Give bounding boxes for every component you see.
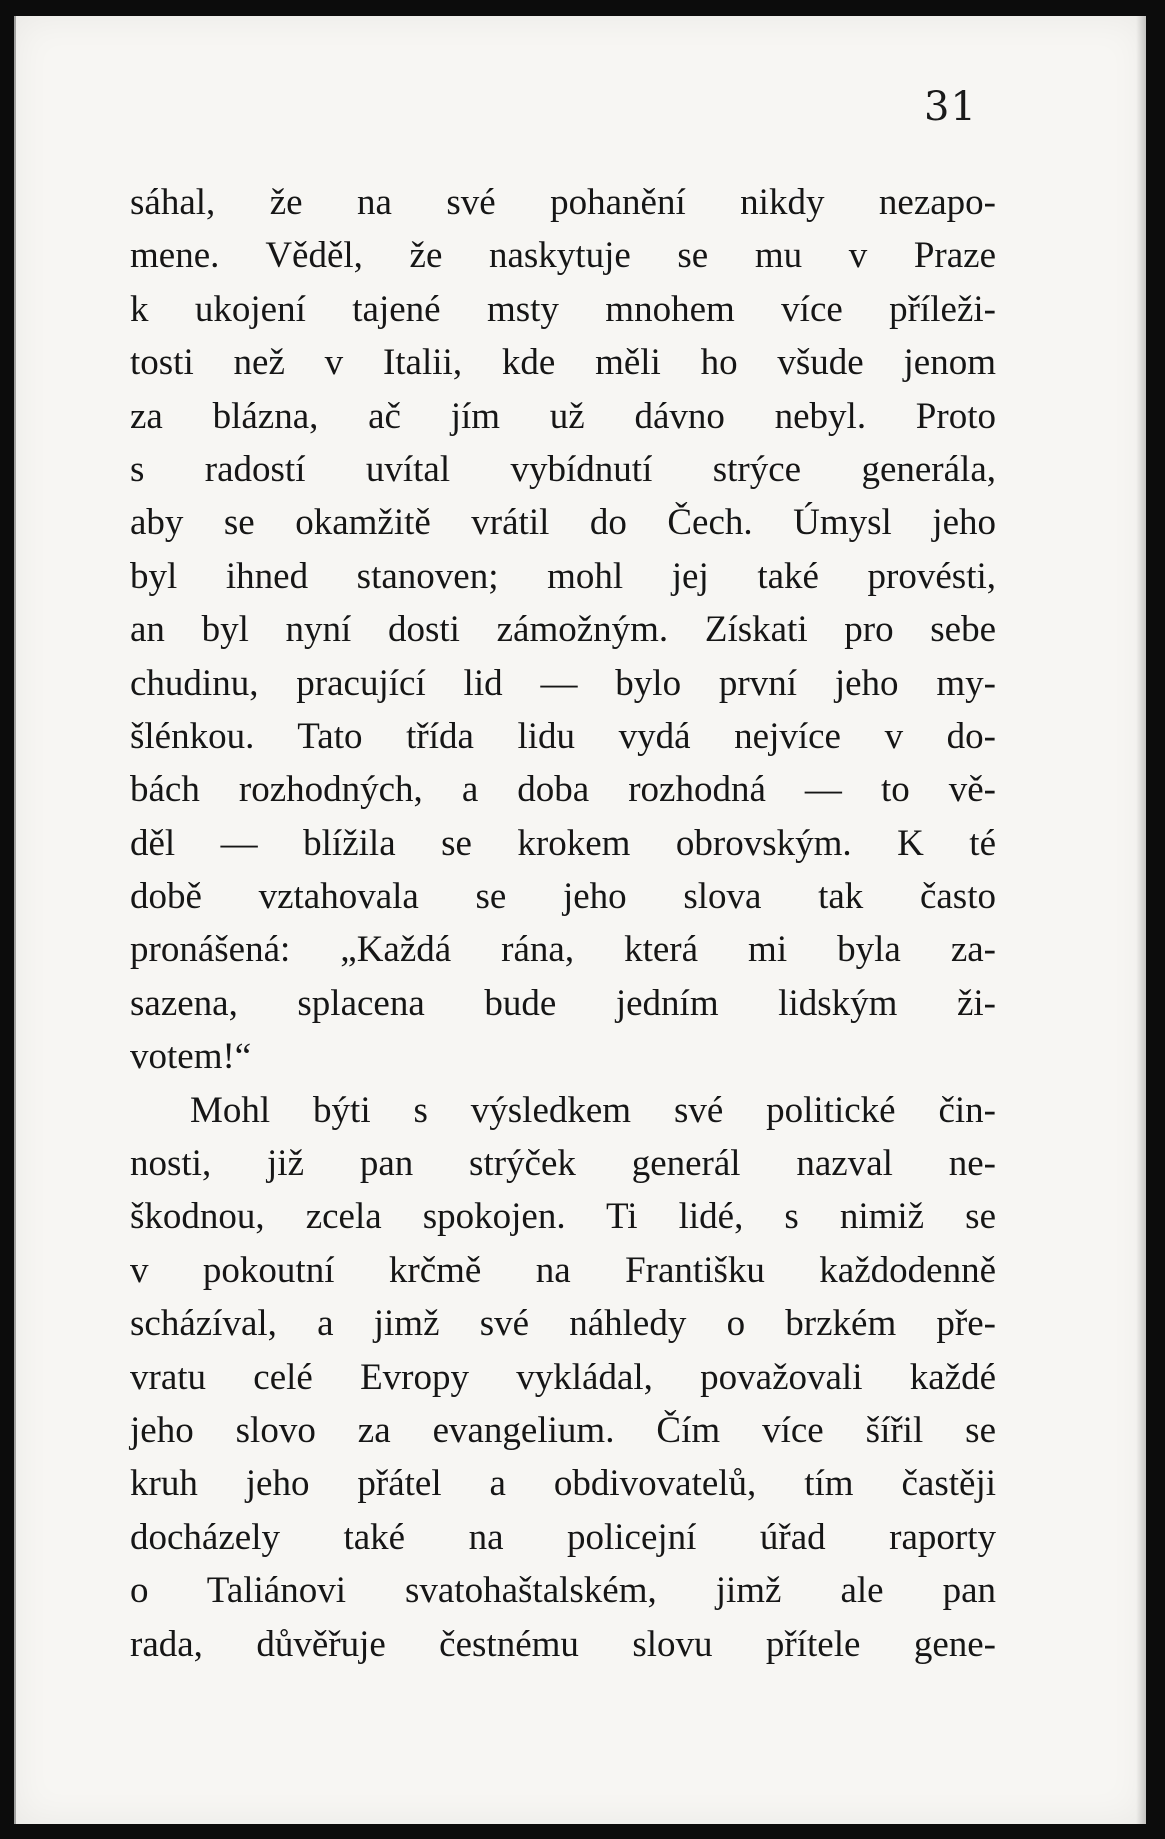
text-line: za blázna, ač jím už dávno nebyl. Proto (130, 395, 996, 437)
text-line: škodnou, zcela spokojen. Ti lidé, s nimiž se (130, 1196, 996, 1238)
text-line: kruh jeho přátel a obdivovatelů, tím častěji (130, 1463, 996, 1505)
text-line: jeho slovo za evangelium. Čím více šířil se (130, 1409, 996, 1451)
text-line: sáhal, že na své pohanění nikdy nezapo- (130, 182, 996, 223)
body-text (130, 176, 996, 1671)
text-line: chudinu, pracující lid — bylo první jeho my- (130, 662, 996, 704)
text-line: s radostí uvítal vybídnutí strýce generála, (130, 448, 996, 490)
text-line: v pokoutní krčmě na Františku každodenně (130, 1249, 996, 1291)
text-line: an byl nyní dosti zámožným. Získati pro sebe (130, 609, 996, 651)
text-line: vratu celé Evropy vykládal, považovali každé (130, 1356, 996, 1398)
text-line: pronášená: „Každá rána, která mi byla za- (130, 929, 996, 971)
text-line: šlénkou. Tato třída lidu vydá nejvíce v do- (130, 715, 996, 757)
text-line: byl ihned stanoven; mohl jej také provésti, (130, 555, 996, 597)
text-line: době vztahovala se jeho slova tak často (130, 876, 996, 918)
text-line: aby se okamžitě vrátil do Čech. Úmysl jeho (130, 502, 996, 544)
text-line: k ukojení tajené msty mnohem více příleži- (130, 288, 996, 330)
gutter-shadow (14, 16, 16, 1824)
text-line: scházíval, a jimž své náhledy o brzkém pře- (130, 1303, 996, 1345)
text-line: děl — blížila se krokem obrovským. K té (130, 822, 996, 864)
text-line: sazena, splacena bude jedním lidským ži- (130, 982, 996, 1024)
text-line: tosti než v Italii, kde měli ho všude jenom (130, 342, 996, 384)
text-line: mene. Věděl, že naskytuje se mu v Praze (130, 235, 996, 277)
text-line: o Taliánovi svatohaštalském, jimž ale pan (130, 1570, 996, 1612)
text-line: nosti, již pan strýček generál nazval ne- (130, 1143, 996, 1185)
paragraph-end-line: votem!“ (130, 1036, 252, 1078)
text-line: bách rozhodných, a doba rozhodná — to vě- (130, 769, 996, 811)
page-number: 31 (924, 84, 977, 130)
text-line: docházely také na policejní úřad raporty (130, 1516, 996, 1558)
page-edge-shadow (1136, 16, 1146, 1824)
text-line: rada, důvěřuje čestnému slovu přítele gene- (130, 1623, 996, 1665)
book-page (14, 16, 1146, 1824)
paragraph-start-line: Mohl býti s výsledkem své politické čin- (190, 1089, 996, 1131)
